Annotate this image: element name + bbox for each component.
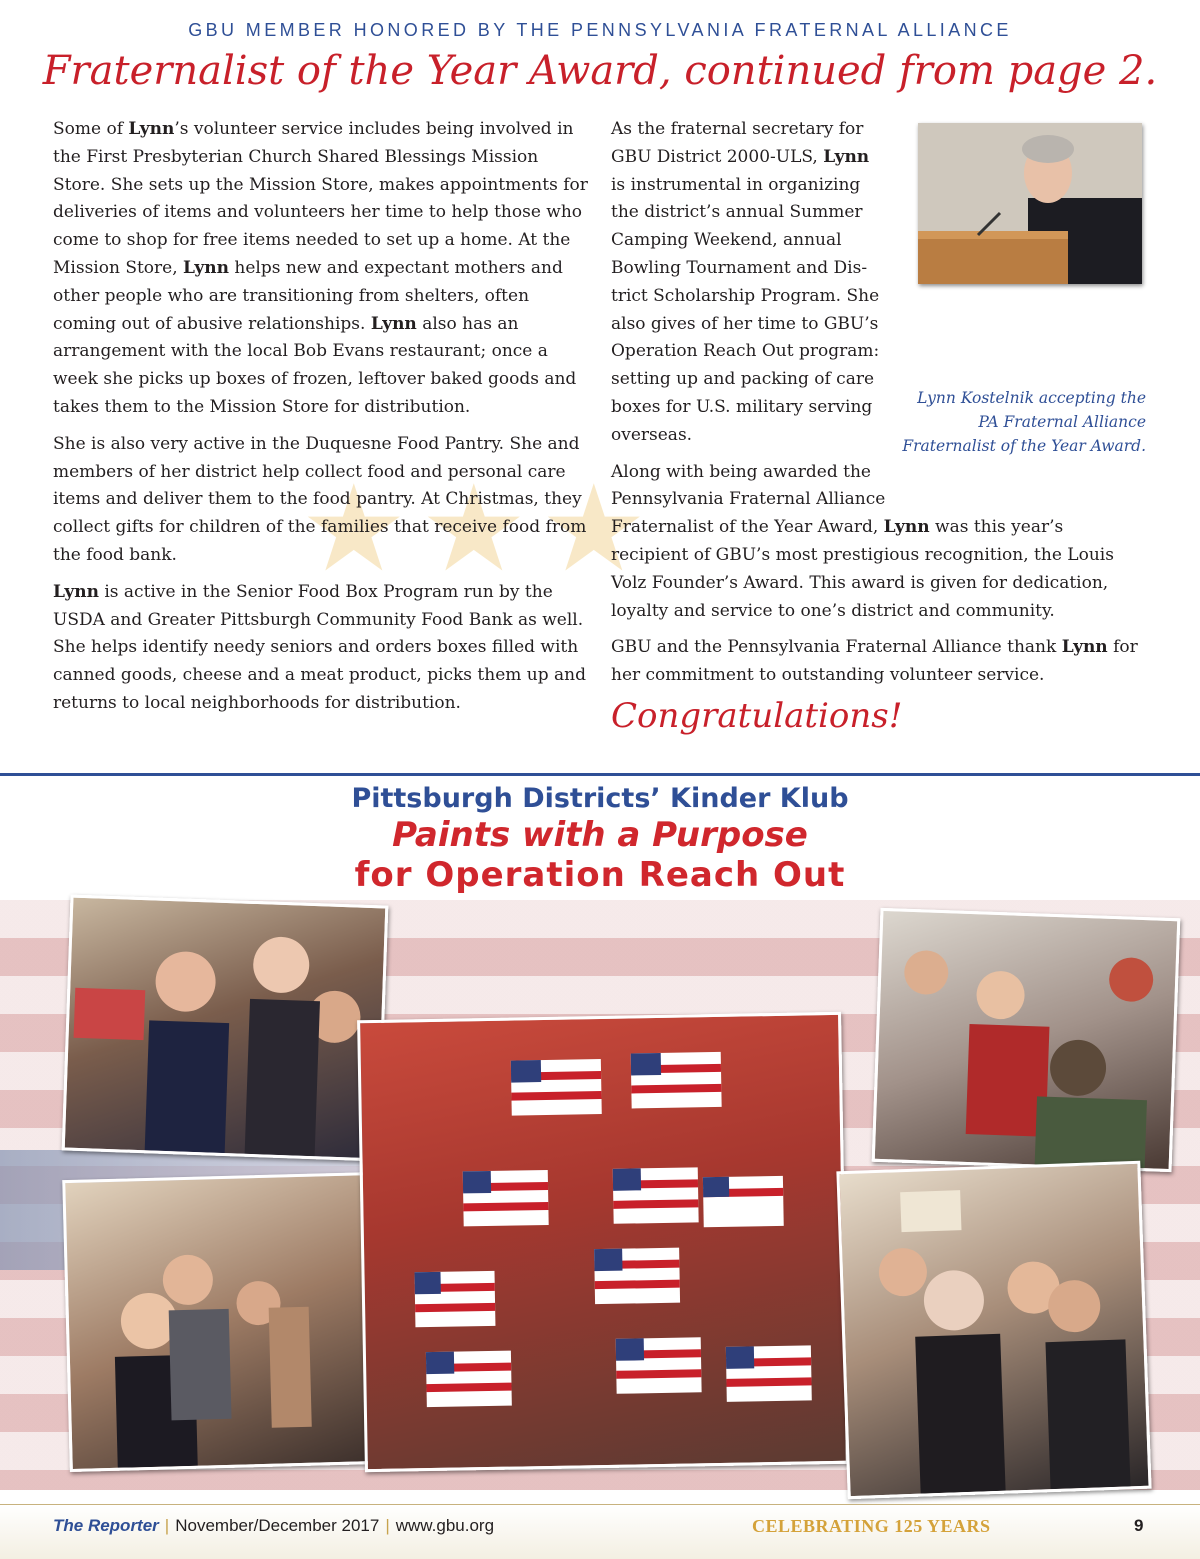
photo-illustration [875, 911, 1177, 1169]
paragraph: GBU and the Pennsylvania Fraternal Alliance thank Lynn for her commitment to outstanding volunteer service. [611, 637, 1138, 686]
photo-illustration [65, 898, 386, 1159]
photo-illustration [360, 1015, 846, 1469]
footer-publication [53, 1516, 494, 1536]
photo-caption: Lynn Kostelnik accepting the PA Fraternal Alliance Fraternalist of the Year Award. [902, 389, 1146, 455]
star-decoration: ★ [540, 460, 648, 599]
section-subheading: for Operation Reach Out [354, 855, 846, 895]
event-photo [62, 895, 389, 1162]
section-heading: Pittsburgh Districts’ Kinder Klub [351, 783, 849, 814]
publication-name: The Reporter [53, 1516, 159, 1535]
podium-photo [918, 123, 1142, 284]
paragraph: She is also very active in the Duquesne Food Pantry. She and members of her district help collect food and personal care items and deliver them to the food pantry. At Christmas, they collect gifts for children of the families that receive food from the food bank. [53, 433, 587, 565]
article-title: Fraternalist of the Year Award, continued from page 2. [42, 48, 1158, 94]
photo-illustration [918, 123, 1142, 284]
section-kicker: GBU MEMBER HONORED BY THE PENNSYLVANIA FRATERNAL ALLIANCE [188, 20, 1012, 40]
paragraph: Some of Lynn’s volunteer service includes being involved in the First Presbyterian Church Shared Blessings Mission Store. She sets up the Mission Store, makes appointments for deliveries of items and volunteers her time to help those who come to shop for free items needed to set up a home. At the Mission Store, Lynn helps new and expectant mothers and other people who are transitioning from shelters, often coming out of abusive relationships. Lynn also has an arrangement with the local Bob Evans restaurant; once a week she picks up boxes of frozen, leftover baked goods and takes them to the Mission Store for distribution. [53, 119, 588, 417]
page-number: 9 [1134, 1516, 1144, 1535]
event-photo [836, 1161, 1151, 1499]
star-decoration: ★ [300, 460, 408, 599]
separator: | [164, 1516, 170, 1535]
section-subheading: Paints with a Purpose [392, 815, 808, 855]
issue-date: November/December 2017 [175, 1516, 380, 1535]
website-link[interactable]: www.gbu.org [395, 1516, 495, 1535]
star-decoration: ★ [420, 460, 528, 599]
paragraph: Lynn is active in the Senior Food Box Program run by the USDA and Greater Pittsburgh Community Food Bank as well. She helps identify needy seniors and orders boxes filled with canned goods, cheese and a meat product, picks them up and returns to local neighborhoods for distribution. [53, 581, 586, 713]
footer-slogan: CELEBRATING 125 YEARS [752, 1516, 991, 1536]
group-photo [357, 1012, 849, 1472]
photo-illustration [839, 1164, 1148, 1496]
photo-illustration [65, 1175, 380, 1469]
congratulations-script: Congratulations! [611, 696, 903, 736]
article-column-1 [53, 116, 593, 727]
paragraph: Along with being awarded the Pennsylvania Fraternal Alliance Fraternalist of the Year Award, Lynn was this year’s recipient of GBU’s most prestigious recognition, the Louis Volz Founder’s Award. This award is given for dedication, loyalty and service to one’s district and community. [611, 461, 1114, 621]
event-photo [62, 1172, 384, 1472]
event-photo [872, 908, 1181, 1172]
separator: | [385, 1516, 390, 1535]
paragraph: As the fraternal secretary for GBU District 2000-ULS, Lynn is instrumental in organizing the district’s annual Summer Camping Weekend, annual Bowling Tournament and Dis- trict Scholarship Program. She also gives of her time to GBU’s Operation Reach Out program: setting up and packing of care boxes for U.S. military serving overseas. [611, 119, 880, 445]
section-divider [0, 773, 1200, 776]
